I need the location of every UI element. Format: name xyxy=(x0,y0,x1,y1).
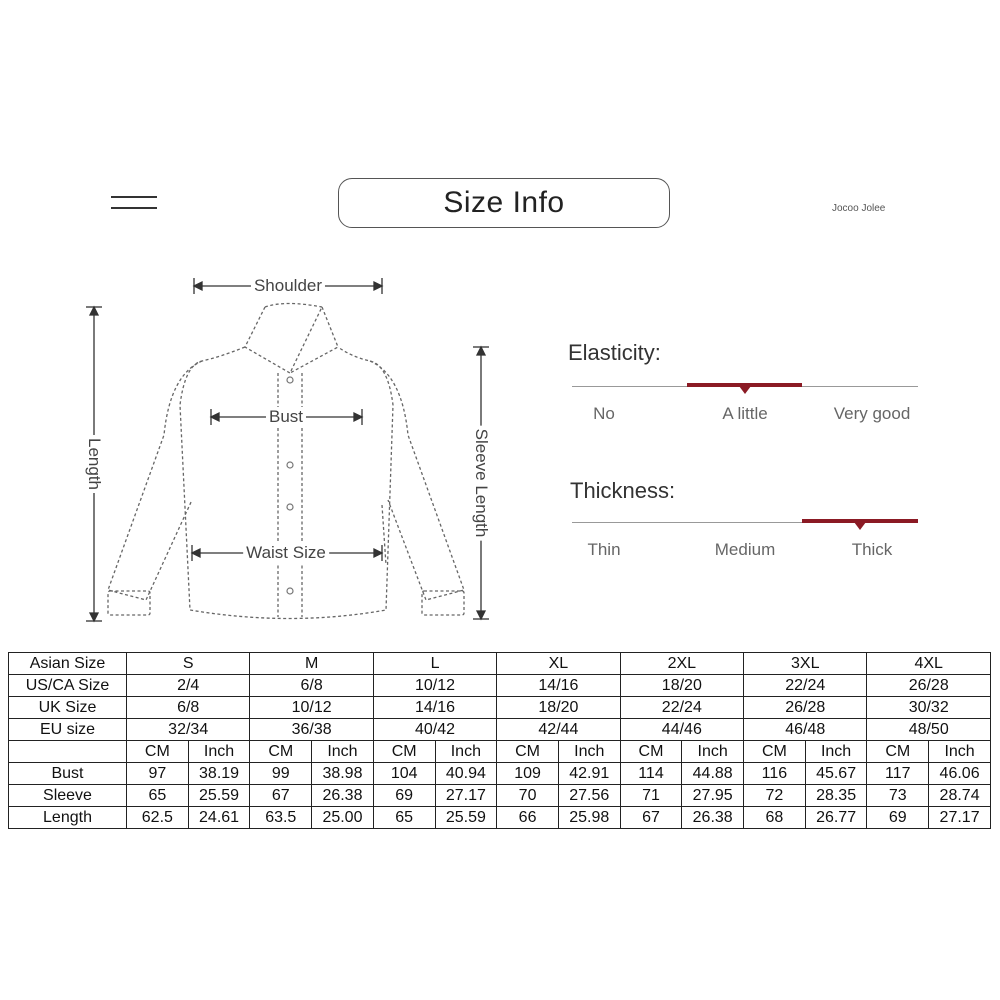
brand-label: Jocoo Jolee xyxy=(832,203,886,214)
thickness-title: Thickness: xyxy=(570,478,676,503)
row-label: Sleeve xyxy=(9,785,127,807)
size-cell: 26/28 xyxy=(867,675,991,697)
row-label: Length xyxy=(9,807,127,829)
measure-cell: 71 xyxy=(620,785,682,807)
size-cell: 36/38 xyxy=(250,719,373,741)
bust-label: Bust xyxy=(266,407,306,427)
table-row xyxy=(9,785,991,807)
waist-label: Waist Size xyxy=(243,543,329,563)
unit-cm-header: CM xyxy=(250,741,312,763)
measure-cell: 114 xyxy=(620,763,682,785)
elasticity-marker-icon xyxy=(739,386,751,394)
table-row xyxy=(9,807,991,829)
measure-cell: 67 xyxy=(250,785,312,807)
size-cell: 32/34 xyxy=(127,719,250,741)
measure-cell: 28.35 xyxy=(805,785,867,807)
measure-cell: 69 xyxy=(373,785,435,807)
measure-cell: 99 xyxy=(250,763,312,785)
sleeve-length-label: Sleeve Length xyxy=(471,426,491,541)
measure-cell: 66 xyxy=(497,807,559,829)
measure-cell: 73 xyxy=(867,785,929,807)
measure-cell: 69 xyxy=(867,807,929,829)
thickness-option-medium: Medium xyxy=(714,540,776,559)
table-row xyxy=(9,763,991,785)
row-label: Bust xyxy=(9,763,127,785)
size-cell: 14/16 xyxy=(497,675,620,697)
measure-cell: 65 xyxy=(127,785,189,807)
size-cell: 46/48 xyxy=(744,719,867,741)
size-cell: 22/24 xyxy=(620,697,743,719)
thickness-option-thick: Thick xyxy=(851,540,893,559)
size-cell: M xyxy=(250,653,373,675)
shirt-outline-icon xyxy=(70,265,510,625)
table-row xyxy=(9,741,991,763)
measure-cell: 25.00 xyxy=(312,807,374,829)
measure-cell: 116 xyxy=(744,763,806,785)
size-cell: 26/28 xyxy=(744,697,867,719)
unit-cm-header: CM xyxy=(373,741,435,763)
unit-inch-header: Inch xyxy=(188,741,250,763)
size-cell: 18/20 xyxy=(620,675,743,697)
measure-cell: 62.5 xyxy=(127,807,189,829)
elasticity-option-no: No xyxy=(593,404,615,423)
measure-cell: 97 xyxy=(127,763,189,785)
measure-cell: 70 xyxy=(497,785,559,807)
size-cell: 10/12 xyxy=(373,675,496,697)
row-label xyxy=(9,741,127,763)
size-cell: 6/8 xyxy=(250,675,373,697)
unit-inch-header: Inch xyxy=(805,741,867,763)
measure-cell: 42.91 xyxy=(558,763,620,785)
measure-cell: 117 xyxy=(867,763,929,785)
length-label: Length xyxy=(84,435,104,493)
measure-cell: 46.06 xyxy=(929,763,991,785)
thickness-marker-icon xyxy=(854,522,866,530)
measure-cell: 26.38 xyxy=(682,807,744,829)
measure-cell: 65 xyxy=(373,807,435,829)
table-row xyxy=(9,697,991,719)
unit-inch-header: Inch xyxy=(312,741,374,763)
measure-cell: 24.61 xyxy=(188,807,250,829)
measure-cell: 27.17 xyxy=(435,785,497,807)
measure-cell: 26.38 xyxy=(312,785,374,807)
size-cell: 2XL xyxy=(620,653,743,675)
size-cell: 6/8 xyxy=(127,697,250,719)
thickness-option-thin: Thin xyxy=(587,540,621,559)
elasticity-option-very-good: Very good xyxy=(833,404,911,423)
unit-inch-header: Inch xyxy=(435,741,497,763)
size-cell: 2/4 xyxy=(127,675,250,697)
unit-cm-header: CM xyxy=(497,741,559,763)
row-label: Asian Size xyxy=(9,653,127,675)
measure-cell: 38.19 xyxy=(188,763,250,785)
size-chart-table xyxy=(8,652,991,829)
table-row xyxy=(9,719,991,741)
unit-inch-header: Inch xyxy=(558,741,620,763)
elasticity-option-a-little: A little xyxy=(722,404,768,423)
page-title: Size Info xyxy=(338,178,670,228)
measure-cell: 67 xyxy=(620,807,682,829)
table-row xyxy=(9,675,991,697)
size-cell: XL xyxy=(497,653,620,675)
size-cell: 30/32 xyxy=(867,697,991,719)
shoulder-label: Shoulder xyxy=(251,276,325,296)
size-cell: 44/46 xyxy=(620,719,743,741)
table-row xyxy=(9,653,991,675)
measure-cell: 68 xyxy=(744,807,806,829)
size-cell: L xyxy=(373,653,496,675)
size-cell: 14/16 xyxy=(373,697,496,719)
measure-cell: 25.59 xyxy=(435,807,497,829)
measure-cell: 25.59 xyxy=(188,785,250,807)
size-cell: 4XL xyxy=(867,653,991,675)
measure-cell: 27.95 xyxy=(682,785,744,807)
measure-cell: 26.77 xyxy=(805,807,867,829)
measure-cell: 40.94 xyxy=(435,763,497,785)
unit-inch-header: Inch xyxy=(682,741,744,763)
unit-cm-header: CM xyxy=(620,741,682,763)
row-label: EU size xyxy=(9,719,127,741)
elasticity-title: Elasticity: xyxy=(568,340,661,365)
measure-cell: 63.5 xyxy=(250,807,312,829)
measure-cell: 72 xyxy=(744,785,806,807)
measure-cell: 28.74 xyxy=(929,785,991,807)
measure-cell: 25.98 xyxy=(558,807,620,829)
row-label: UK Size xyxy=(9,697,127,719)
measure-cell: 38.98 xyxy=(312,763,374,785)
size-cell: 40/42 xyxy=(373,719,496,741)
measure-cell: 27.17 xyxy=(929,807,991,829)
shirt-diagram xyxy=(70,265,510,625)
measure-cell: 27.56 xyxy=(558,785,620,807)
menu-icon[interactable] xyxy=(111,196,157,210)
size-cell: 48/50 xyxy=(867,719,991,741)
unit-cm-header: CM xyxy=(867,741,929,763)
measure-cell: 104 xyxy=(373,763,435,785)
size-cell: 3XL xyxy=(744,653,867,675)
size-cell: 22/24 xyxy=(744,675,867,697)
unit-inch-header: Inch xyxy=(929,741,991,763)
size-cell: 42/44 xyxy=(497,719,620,741)
unit-cm-header: CM xyxy=(127,741,189,763)
measure-cell: 44.88 xyxy=(682,763,744,785)
size-cell: 10/12 xyxy=(250,697,373,719)
size-cell: S xyxy=(127,653,250,675)
measure-cell: 109 xyxy=(497,763,559,785)
unit-cm-header: CM xyxy=(744,741,806,763)
size-cell: 18/20 xyxy=(497,697,620,719)
measure-cell: 45.67 xyxy=(805,763,867,785)
row-label: US/CA Size xyxy=(9,675,127,697)
